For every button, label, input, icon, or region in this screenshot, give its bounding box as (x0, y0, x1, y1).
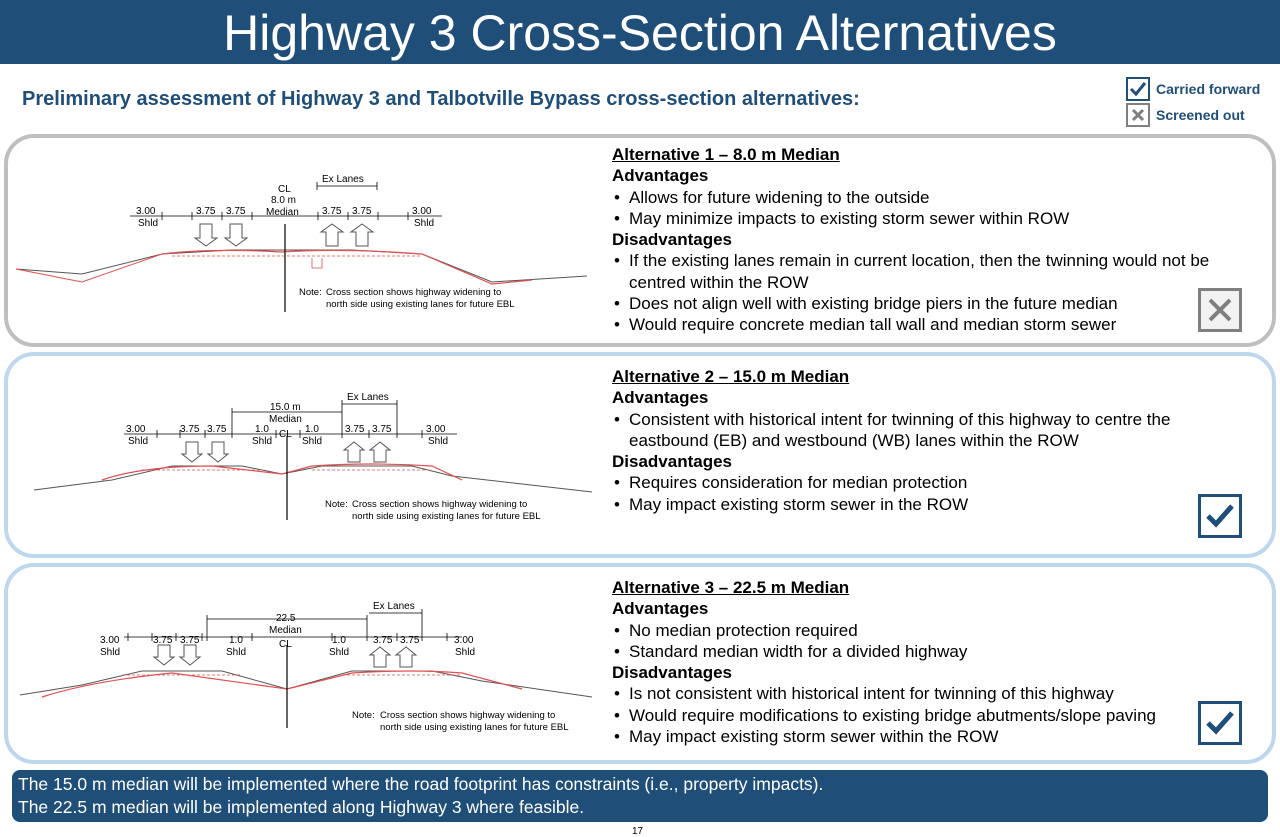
shld-label: Shld (100, 647, 121, 658)
advantage-item: • Consistent with historical intent for twinning of this highway to centre the eastbound (EB) and westbound (WB) lanes within the ROW (612, 409, 1212, 452)
screened-out-icon (1198, 288, 1242, 332)
disadvantage-item: • May impact existing storm sewer within the ROW (612, 726, 1156, 747)
lane-width-label: 3.75 (345, 424, 365, 435)
disadvantage-item: • Does not align well with existing bridge piers in the future median (612, 293, 1252, 314)
median-label: Median (269, 414, 302, 425)
note-line-2: north side using existing lanes for future EBL (326, 299, 515, 310)
median-label: Median (269, 625, 302, 636)
ex-lanes-label: Ex Lanes (322, 174, 364, 185)
page-title: Highway 3 Cross-Section Alternatives (0, 0, 1280, 64)
disadvantages-heading: Disadvantages (612, 230, 732, 250)
advantage-item: • May minimize impacts to existing storm sewer within ROW (612, 208, 1252, 229)
shld-label: Shld (302, 436, 323, 447)
median-width-label: 8.0 m (271, 195, 297, 206)
note-line-2: north side using existing lanes for future EBL (380, 722, 569, 733)
shld-label: Shld (226, 647, 247, 658)
lane-width-label: 3.75 (322, 206, 342, 217)
note-line-1: Cross section shows highway widening to (352, 499, 528, 510)
lane-width-label: 3.75 (207, 424, 227, 435)
advantage-item: • Allows for future widening to the outside (612, 187, 1252, 208)
disadvantage-item: • Would require modifications to existing bridge abutments/slope paving (612, 705, 1156, 726)
alternative-title: Alternative 2 – 15.0 m Median (612, 367, 850, 386)
legend-carried-label: Carried forward (1156, 81, 1261, 97)
note-line-1: Cross section shows highway widening to (380, 710, 556, 721)
lane-width-label: 3.75 (180, 635, 200, 646)
carried-forward-icon (1198, 701, 1242, 745)
alternative-2-description (612, 366, 1212, 515)
shld-width-label: 3.00 (126, 424, 146, 435)
median-width-label: 15.0 m (270, 402, 301, 413)
median-label: Median (266, 207, 299, 218)
shld-width-label: 3.00 (454, 635, 474, 646)
legend (1126, 76, 1260, 128)
advantage-item: • Standard median width for a divided highway (612, 641, 1156, 662)
shld-label: Shld (329, 647, 350, 658)
lane-width-label: 3.75 (196, 206, 216, 217)
shld-label: Shld (128, 436, 149, 447)
alternative-2-panel (4, 352, 1276, 558)
shld-width-label: 3.00 (100, 635, 120, 646)
alternative-2-cross-section-diagram (12, 362, 602, 552)
ex-lanes-label: Ex Lanes (347, 392, 389, 403)
disadvantage-item: • Would require concrete median tall wall and median storm sewer (612, 314, 1252, 335)
shld-label: Shld (252, 436, 273, 447)
lane-width-label: 3.75 (153, 635, 173, 646)
disadvantages-heading: Disadvantages (612, 663, 732, 683)
lane-width-label: 3.75 (352, 206, 372, 217)
cl-label: CL (279, 429, 292, 440)
shld-label: Shld (138, 218, 159, 229)
alternative-title: Alternative 3 – 22.5 m Median (612, 578, 850, 597)
page-number: 17 (632, 826, 644, 837)
lane-width-label: 3.75 (226, 206, 246, 217)
shld-width-label: 3.00 (136, 206, 156, 217)
note-prefix: Note: (325, 499, 348, 510)
alternative-1-cross-section-diagram (12, 144, 602, 334)
lane-width-label: 3.75 (373, 635, 393, 646)
shld-width-label: 3.00 (412, 206, 432, 217)
disadvantage-item: • Requires consideration for median protection (612, 472, 1212, 493)
shld-label: Shld (455, 647, 476, 658)
lane-width-label: 3.75 (372, 424, 392, 435)
disadvantages-heading: Disadvantages (612, 452, 732, 472)
shld-label: Shld (428, 436, 449, 447)
alternative-3-panel (4, 563, 1276, 764)
shld-label: Shld (414, 218, 435, 229)
lane-width-label: 3.75 (400, 635, 420, 646)
alternative-3-cross-section-diagram (12, 573, 602, 763)
lane-width-label: 3.75 (180, 424, 200, 435)
alternative-1-panel (4, 134, 1276, 347)
note-line-1: Cross section shows highway widening to (326, 287, 502, 298)
legend-screened-label: Screened out (1156, 107, 1245, 123)
disadvantage-item: • May impact existing storm sewer in the ROW (612, 494, 1212, 515)
legend-carried-forward (1126, 76, 1260, 102)
advantages-heading: Advantages (612, 388, 709, 408)
subtitle: Preliminary assessment of Highway 3 and Talbotville Bypass cross-section alternatives: (22, 88, 860, 110)
legend-screened-out (1126, 102, 1260, 128)
summary-banner (12, 770, 1268, 822)
advantages-heading: Advantages (612, 166, 709, 186)
ex-lanes-label: Ex Lanes (373, 601, 415, 612)
summary-line-2: The 22.5 m median will be implemented along Highway 3 where feasible. (18, 797, 585, 817)
x-icon (1126, 103, 1150, 127)
alternative-1-description (612, 144, 1252, 336)
advantages-heading: Advantages (612, 599, 709, 619)
note-prefix: Note: (299, 287, 322, 298)
summary-line-1: The 15.0 m median will be implemented where the road footprint has constraints (i.e., property impacts). (18, 774, 824, 794)
carried-forward-icon (1198, 494, 1242, 538)
shld-width-label: 3.00 (426, 424, 446, 435)
cl-label: CL (278, 184, 291, 195)
note-line-2: north side using existing lanes for future EBL (352, 511, 541, 522)
disadvantage-item: • If the existing lanes remain in current location, then the twinning would not be centred within the ROW (612, 250, 1252, 293)
alternative-3-description (612, 577, 1156, 747)
advantage-item: • No median protection required (612, 620, 1156, 641)
disadvantage-item: • Is not consistent with historical intent for twinning of this highway (612, 683, 1156, 704)
inner-shld-width-label: 1.0 (255, 424, 269, 435)
inner-shld-width-label: 1.0 (305, 424, 319, 435)
alternative-title: Alternative 1 – 8.0 m Median (612, 145, 840, 164)
median-width-label: 22.5 (276, 613, 296, 624)
check-icon (1126, 77, 1150, 101)
cl-label: CL (279, 639, 292, 650)
note-prefix: Note: (352, 710, 375, 721)
inner-shld-width-label: 1.0 (332, 635, 346, 646)
inner-shld-width-label: 1.0 (229, 635, 243, 646)
